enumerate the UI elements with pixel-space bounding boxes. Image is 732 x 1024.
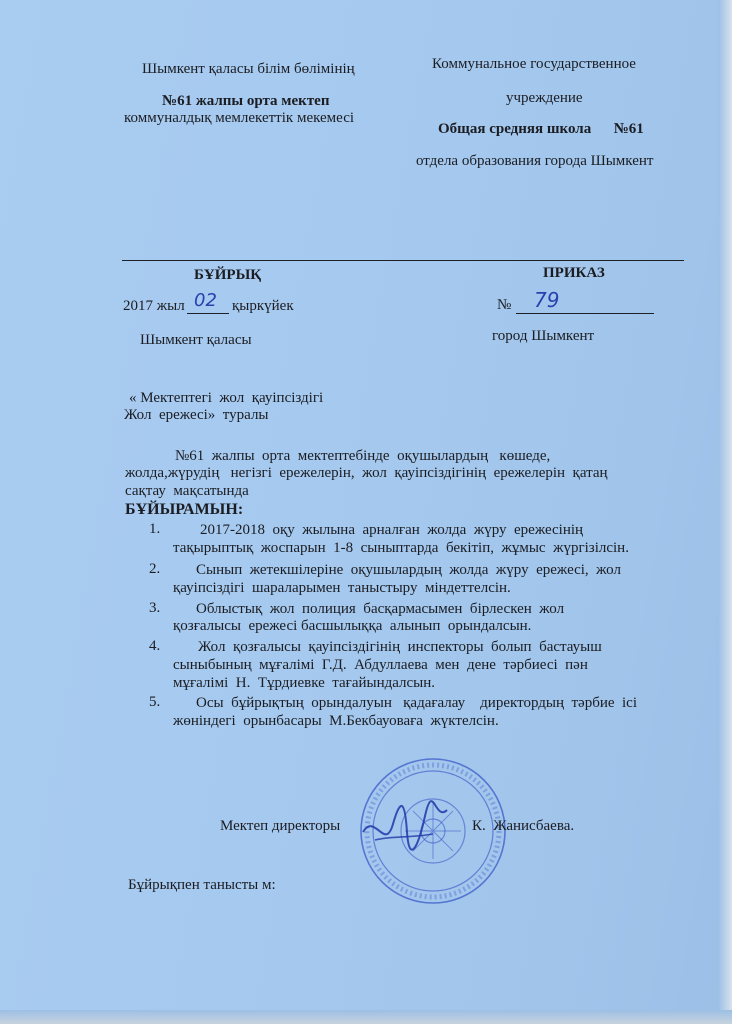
- day-fill-line: [187, 313, 229, 314]
- item-line: қозғалысы ережесі басшылыққа алынып орындалсын.: [173, 618, 532, 634]
- order-day-handwritten: 02: [194, 290, 217, 311]
- preamble-line1: №61 жалпы орта мектептебінде оқушылардың көшеде,: [175, 448, 551, 464]
- item-line: мұғалімі Н. Тұрдиевке тағайындалсын.: [173, 675, 436, 691]
- subject-line2: Жол ережесі» туралы: [124, 407, 269, 423]
- number-fill-line: [516, 313, 654, 314]
- subject-line1: « Мектептегі жол қауіпсіздігі: [129, 390, 324, 406]
- header-right-line2: учреждение: [506, 90, 583, 106]
- item-line: Облыстық жол полиция басқармасымен бірлескен жол: [196, 601, 565, 617]
- header-left-school: №61 жалпы орта мектеп: [162, 93, 330, 109]
- order-month: қыркүйек: [232, 298, 294, 314]
- order-title-kz: БҰЙРЫҚ: [194, 267, 262, 283]
- paper-edge: [718, 0, 732, 1024]
- header-left-line3: коммуналдық мемлекеттік мекемесі: [124, 110, 355, 126]
- item-line: сыныбының мұғалімі Г.Д. Абдуллаева мен дене тәрбиесі пән: [173, 657, 588, 673]
- order-number-handwritten: 79: [534, 288, 560, 312]
- header-divider: [122, 260, 684, 261]
- paper-bottom-edge: [0, 1010, 732, 1024]
- order-number-prefix: №: [497, 297, 512, 313]
- item-line: 2017-2018 оқу жылына арналған жолда жүру ережесінің: [200, 522, 584, 538]
- order-year: 2017 жыл: [123, 298, 185, 314]
- item-number: 3.: [149, 600, 161, 616]
- header-left-line1: Шымкент қаласы білім бөлімінің: [142, 61, 355, 77]
- item-line: тақырыптық жоспарын 1-8 сыныптарда бекітіп, жұмыс жүргізілсін.: [173, 540, 629, 556]
- preamble-line2: жолда,жүрудің негізгі ережелерін, жол қауіпсіздігінің ережелерін қатаң: [125, 465, 608, 481]
- header-right-school: Общая средняя школа №61: [438, 121, 644, 137]
- item-line: жөніндегі орынбасары М.Бекбауоваға жүктелсін.: [173, 713, 499, 729]
- header-right-line4: отдела образования города Шымкент: [416, 153, 654, 169]
- header-right-line1: Коммунальное государственное: [432, 56, 636, 72]
- city-kz: Шымкент қаласы: [140, 332, 252, 348]
- signature-role: Мектеп директоры: [220, 818, 341, 834]
- item-line: Жол қозғалысы қауіпсіздігінің инспекторы болып бастауыш: [198, 639, 602, 655]
- preamble-line3: сақтау мақсатында: [125, 483, 249, 499]
- item-number: 2.: [149, 561, 161, 577]
- handwritten-signature: [355, 792, 455, 862]
- acknowledged-label: Бұйрықпен танысты м:: [128, 877, 276, 893]
- decree-heading: БҰЙЫРАМЫН:: [125, 501, 244, 518]
- order-title-ru: ПРИКАЗ: [543, 265, 605, 281]
- item-line: Осы бұйрықтың орындалуын қадағалау директордың тәрбие ісі: [196, 695, 638, 711]
- item-line: Сынып жетекшілеріне оқушылардың жолда жүру ережесі, жол: [196, 562, 621, 578]
- city-ru: город Шымкент: [492, 328, 595, 344]
- item-number: 5.: [149, 694, 161, 710]
- item-number: 4.: [149, 638, 161, 654]
- item-line: қауіпсіздігі шараларымен таныстыру міндеттелсін.: [173, 580, 511, 596]
- signature-name: К. Жанисбаева.: [472, 818, 575, 834]
- item-number: 1.: [149, 521, 161, 537]
